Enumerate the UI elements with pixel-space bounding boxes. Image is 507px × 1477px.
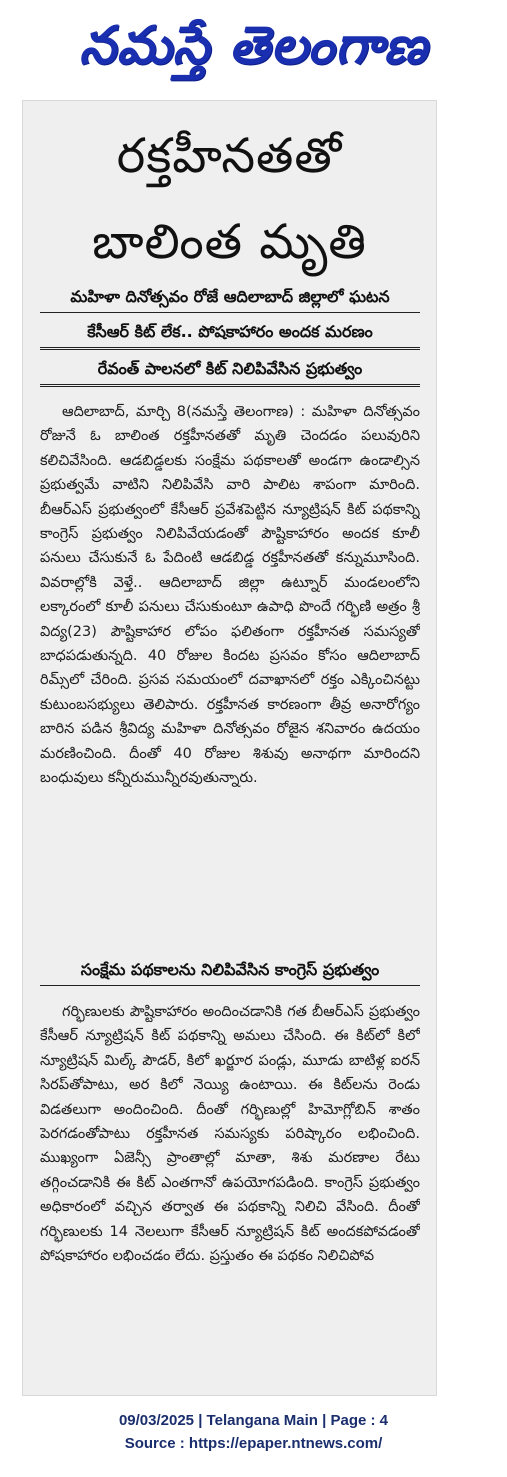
headline-line-1: రక్తహీనతతో [116, 128, 343, 184]
subheading-2: కేసీఆర్‌ కిట్‌ లేక.. పోషకాహారం అందక మరణం [40, 317, 420, 350]
headline-line-2: బాలింత మృతి [92, 214, 367, 270]
footer-date-edition: 09/03/2025 | Telangana Main | Page : 4 [118, 1412, 389, 1429]
newspaper-logo: నమస్తే తెలంగాణ [79, 16, 428, 76]
subheading-3: రేవంత్‌ పాలనలో కిట్‌ నిలిపివేసిన ప్రభుత్వం [40, 354, 420, 387]
subheading-1: మహిళా దినోత్సవం రోజే ఆదిలాబాద్‌ జిల్లాలో ఘటన [40, 282, 420, 313]
article-paragraph-1: ఆదిలాబాద్‌, మార్చి 8(నమస్తే తెలంగాణ) : మహిళా దినోత్సవం రోజునే ఓ బాలింత రక్తహీనతతో మృతి చెందడం పలువురిని కలిచివేసింది. ఆడబిడ్డలకు సంక్షేమ పథకాలతో అండగా ఉండాల్సిన ప్రభుత్వమే వాటిని నిలిపివేసి వారి పాలిట శాపంగా మారింది. బీఆర్‌ఎస్‌ ప్రభుత్వంలో కేసీఆర్‌ ప్రవేశపెట్టిన న్యూట్రిషన్‌ కిట్‌ పథకాన్ని కాంగ్రెస్‌ ప్రభుత్వం నిలిపివేయడంతో పౌష్టికాహారం అందక కూలీ పనులు చేసుకునే ఓ పేదింటి ఆడబిడ్డ రక్తహీనతతో కన్నుమూసింది. వివరాల్లోకి వెళ్తే.. ఆదిలాబాద్‌ జిల్లా ఉట్నూర్‌ మండలంలోని లక్కారంలో కూలీ పనులు చేసుకుంటూ ఉపాధి పొందే గర్భిణి అత్రం శ్రీ విద్య(23) పౌష్టికాహార లోపం ఫలితంగా రక్తహీనత సమస్యతో బాధపడుతున్నది. 40 రోజుల కిందట ప్రసవం కోసం ఆదిలాబాద్‌ రిమ్స్‌లో చేరింది. ప్రసవ సమయంలో దవాఖానలో రక్తం ఎక్కించినట్టు కుటుంబసభ్యులు తెలిపారు. రక్తహీనత కారణంగా తీవ్ర అనారోగ్యం బారిన పడిన శ్రీవిద్య మహిళా దినోత్సవం రోజైన శనివారం ఉదయం మరణించింది. దీంతో 40 రోజుల శిశువు అనాథగా మారిందని బంధువులు కన్నీరుమున్నీరవుతున్నారు. [40, 404, 420, 787]
article-paragraph-2: గర్భిణులకు పౌష్టికాహారం అందించడానికి గత బీఆర్‌ఎస్‌ ప్రభుత్వం కేసీఆర్‌ న్యూట్రిషన్‌ కిట్‌ పథకాన్ని అమలు చేసింది. ఈ కిట్‌లో కిలో న్యూట్రిషన్‌ మిల్క్‌ పౌడర్‌, కిలో ఖర్జూర పండ్లు, మూడు బాటిళ్ల ఐరన్‌ సిరప్‌తోపాటు, అర కిలో నెయ్యి ఉంటాయి. ఈ కిట్‌లను రెండు విడతలుగా అందించింది. దీంతో గర్భిణుల్లో హిమోగ్లోబిన్‌ శాతం పెరగడంతోపాటు రక్తహీనత సమస్యకు పరిష్కారం లభించింది. ముఖ్యంగా ఏజెన్సీ ప్రాంతాల్లో మాతా, శిశు మరణాల రేటు తగ్గించడానికి ఈ కిట్‌ ఎంతగానో ఉపయోగపడింది. కాంగ్రెస్‌ ప్రభుత్వం అధికారంలో వచ్చిన తర్వాత ఈ పథకాన్ని నిలిచి వేసింది. దీంతో గర్భిణులకు 14 నెలలుగా కేసీఆర్‌ న్యూట్రిషన్‌ కిట్‌ అందకపోవడంతో పోషకాహారం లభించడం లేదు. ప్రస్తుతం ఈ పథకం నిలిచిపోవ [40, 1004, 420, 1265]
masthead [0, 0, 507, 98]
footer-source-link[interactable]: Source : https://epaper.ntnews.com/ [124, 1435, 383, 1452]
section-heading: సంక్షేమ పథకాలను నిలిపివేసిన కాంగ్రెస్‌ ప్రభుత్వం [40, 955, 420, 986]
